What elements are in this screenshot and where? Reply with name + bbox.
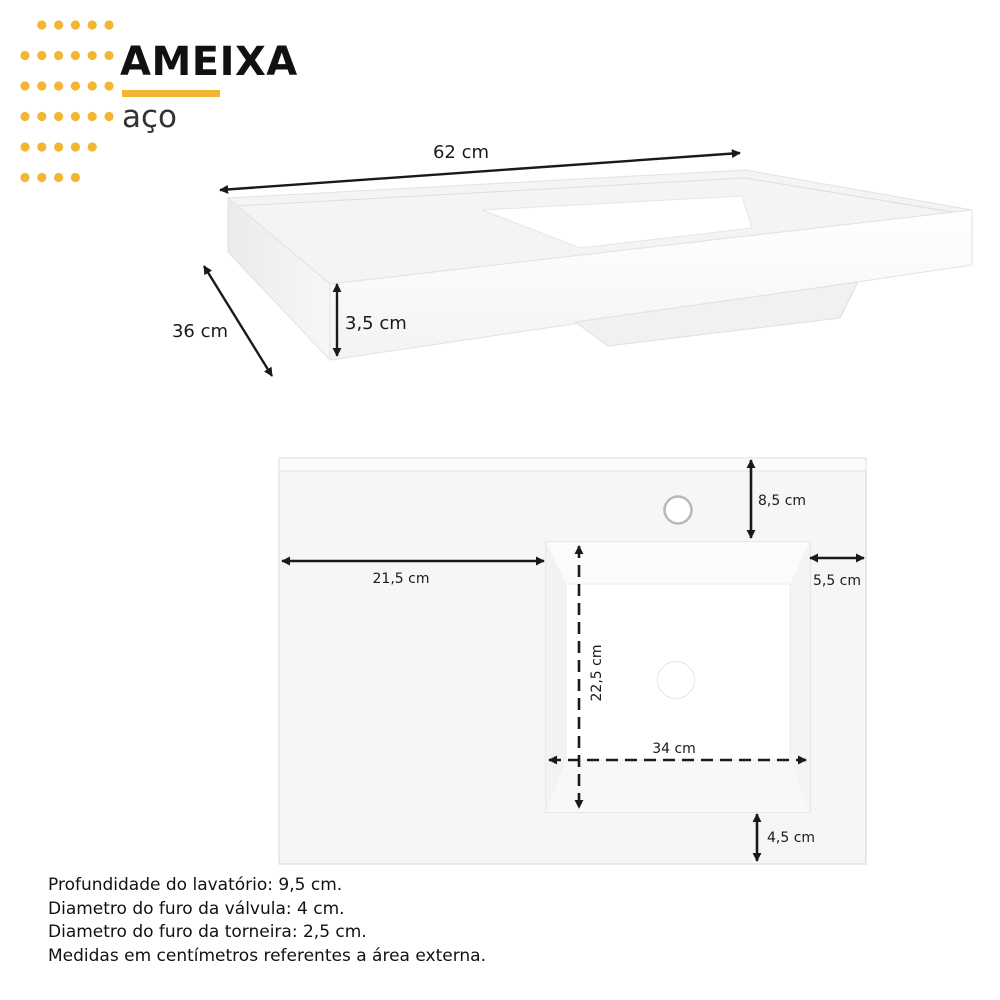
basin-depth-label: 22,5 cm (589, 644, 605, 702)
top-view-sink (279, 458, 866, 864)
perspective-sink (228, 170, 972, 360)
note-line: Diametro do furo da torneira: 2,5 cm. (48, 922, 367, 942)
basin-width-label: 34 cm (652, 741, 696, 757)
product-title: AMEIXA (120, 39, 298, 85)
faucet-offset-label: 8,5 cm (758, 493, 807, 509)
left-offset-label: 21,5 cm (372, 571, 430, 587)
right-offset-label: 5,5 cm (812, 573, 862, 589)
note-line: Diametro do furo da válvula: 4 cm. (48, 898, 345, 919)
specification-notes (48, 874, 486, 968)
front-offset-label: 4,5 cm (767, 830, 816, 846)
faucet-hole (665, 497, 692, 524)
width-dimension-label: 62 cm (432, 142, 490, 163)
note-line: Medidas em centímetros referentes a área externa. (48, 945, 486, 966)
thickness-dimension-label: 3,5 cm (345, 313, 407, 334)
drain-hole (658, 662, 695, 699)
product-subtitle: aço (122, 99, 178, 135)
note-line: Profundidade do lavatório: 9,5 cm. (48, 875, 343, 895)
depth-dimension-label: 36 cm (171, 321, 229, 342)
